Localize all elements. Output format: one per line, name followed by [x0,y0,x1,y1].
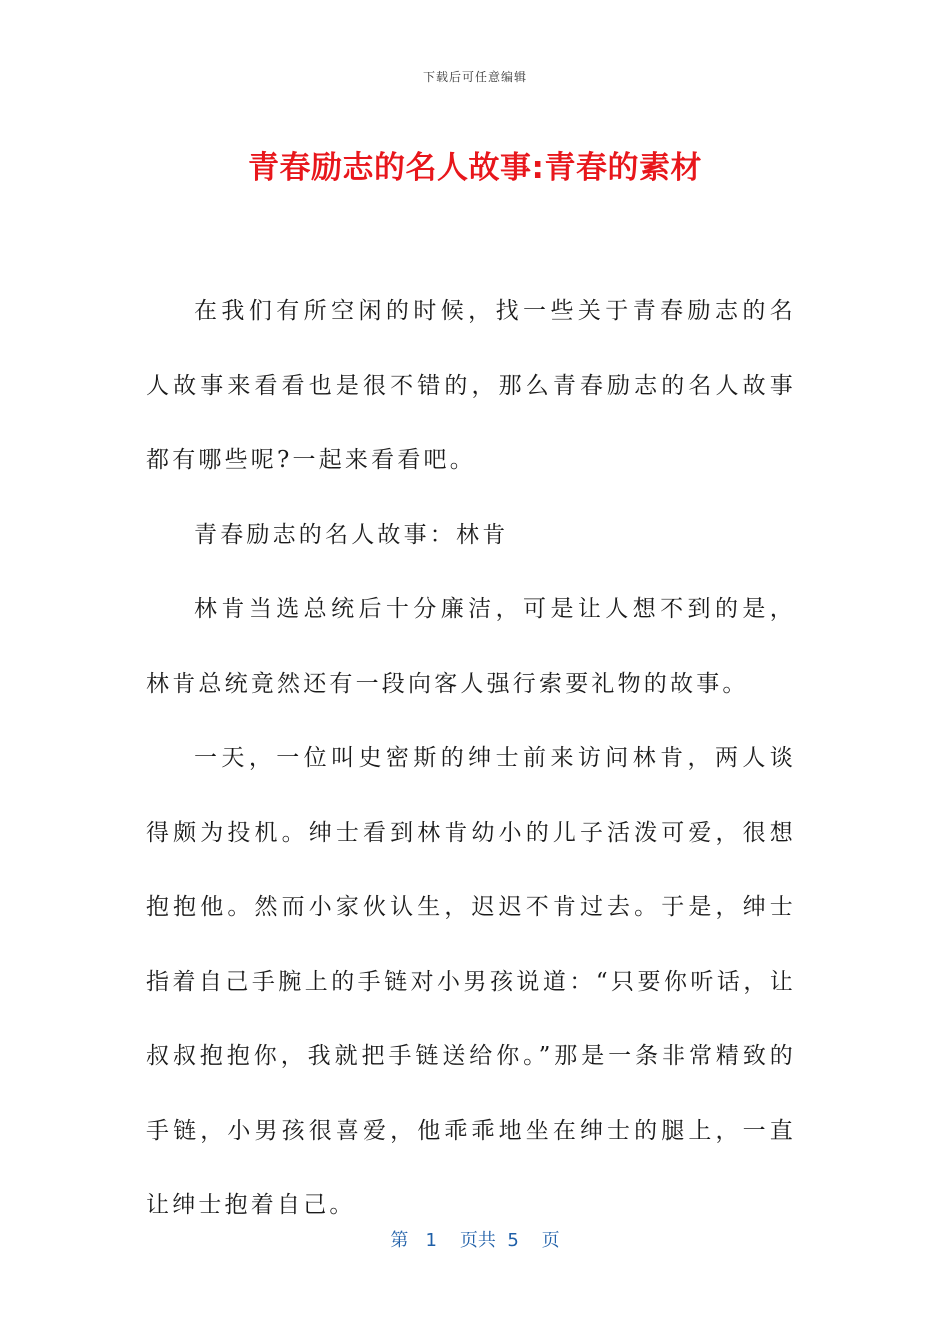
paragraph-lincoln-2: 一天，一位叫史密斯的绅士前来访问林肯，两人谈得颇为投机。绅士看到林肯幼小的儿子活泼可爱，很想抱抱他。然而小家伙认生，迟迟不肯过去。于是，绅士指着自己手腕上的手链对小男孩说道：“只要你听话，让叔叔抱抱你，我就把手链送给你。”那是一条非常精致的手链，小男孩很喜爱，他乖乖地坐在绅士的腿上，一直让绅士抱着自己。 [146,745,796,1218]
header-note: 下载后可任意编辑 [422,70,527,84]
footer-total-pages: 5 [507,1230,519,1251]
page-footer [0,1226,950,1252]
footer-current-page: 1 [425,1230,437,1251]
footer-suffix: 页 [541,1230,560,1251]
footer-prefix: 第 [390,1230,409,1251]
document-title: 青春励志的名人故事:青春的素材 [248,150,702,186]
paragraph-intro: 在我们有所空闲的时候，找一些关于青春励志的名人故事来看看也是很不错的，那么青春励志的名人故事都有哪些呢?一起来看看吧。 [146,298,796,473]
footer-mid: 页共 [459,1230,496,1251]
paragraph-subheading: 青春励志的名人故事：林肯 [194,521,509,548]
document-body [146,274,796,1243]
paragraph-lincoln-1: 林肯当选总统后十分廉洁，可是让人想不到的是，林肯总统竟然还有一段向客人强行索要礼物的故事。 [146,596,796,697]
